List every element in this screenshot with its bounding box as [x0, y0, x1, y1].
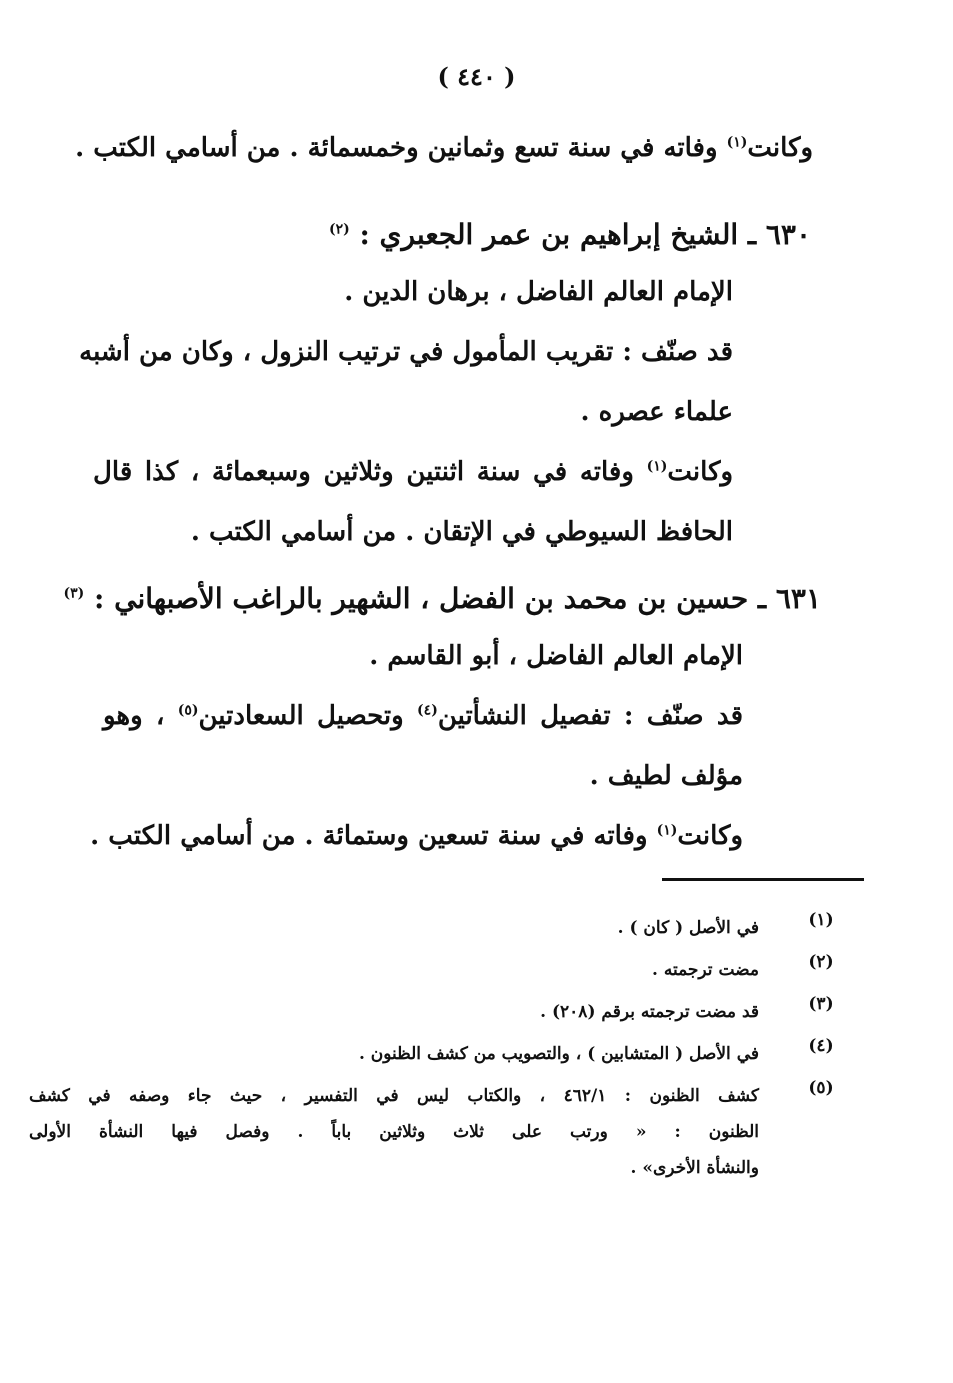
- entry-630-title: ٦٣٠ ـ الشيخ إبراهيم بن عمر الجعبري :: [359, 218, 811, 251]
- footnote-text: مضت ترجمته .: [652, 960, 759, 980]
- footnote-text: في الأصل ( كان ) .: [617, 918, 759, 938]
- entry-630-body: [79, 262, 733, 562]
- entry-630-word-kanat: وكانت: [667, 457, 733, 487]
- footnote-ref[interactable]: (٥): [177, 702, 199, 719]
- footnote-ref[interactable]: (٤): [417, 702, 438, 719]
- entry-631-line-3: مؤلف لطيف .: [589, 761, 743, 791]
- footnote-5-line-1: كشف الظنون : ٤٦٢/١ ، والكتاب ليس في التفسير ، حيث جاء وصفه في كشف: [29, 1086, 759, 1106]
- intro-text-a: وفاته في سنة تسع وثمانين وخمسمائة: [307, 133, 718, 163]
- entry-630-line-1: الإمام العالم الفاضل ، برهان الدين .: [344, 277, 733, 307]
- intro-text-b: . من أسامي الكتب .: [75, 133, 299, 163]
- footnotes: [29, 910, 841, 1186]
- footnote-text: في الأصل ( المتشابين ) ، والتصويب من كشف الظنون .: [358, 1044, 759, 1064]
- footnote-ref[interactable]: (١): [656, 822, 678, 839]
- entry-630-heading: [329, 218, 811, 251]
- footnote-ref[interactable]: (١): [726, 134, 748, 151]
- page-number: ( ٤٤٠ ): [437, 62, 516, 91]
- entry-631-text-b: وتحصيل السعادتين: [198, 701, 404, 731]
- footnote-ref[interactable]: (٣): [63, 585, 85, 602]
- entry-631-line-2: [103, 686, 743, 746]
- intro-word-kanat: وكانت: [747, 133, 813, 163]
- footnote-text: [29, 1078, 759, 1186]
- entry-631-title: ٦٣١ ـ حسين بن محمد بن الفضل ، الشهير بالراغب الأصبهاني :: [94, 582, 821, 615]
- entry-630-line-4: [93, 442, 733, 502]
- footnote-3: [111, 994, 841, 1036]
- footnote-5-line-2: الظنون : « ورتب على ثلاث وثلاثين باباً . وفصل فيها النشأة الأولى: [29, 1122, 759, 1142]
- intro-line-1: [75, 118, 813, 178]
- entry-631-line-4: [90, 806, 743, 866]
- entry-630-line-3: علماء عصره .: [580, 397, 733, 427]
- entry-631-heading: [64, 582, 822, 615]
- entry-631-line-4-text: وفاته في سنة تسعين وستمائة . من أسامي الكتب .: [90, 821, 648, 851]
- entry-631-word-kanat: وكانت: [677, 821, 743, 851]
- footnote-number: (٥): [808, 1078, 834, 1098]
- footnote-5-line-3: والنشأة الأخرى» .: [630, 1158, 759, 1178]
- footnote-number: (٢): [808, 952, 834, 972]
- footnote-ref[interactable]: (٢): [328, 221, 350, 238]
- footnote-1: [111, 910, 841, 952]
- footnote-text: قد مضت ترجمته برقم (٢٠٨) .: [540, 1002, 759, 1022]
- intro-paragraph: [75, 118, 813, 178]
- footnote-number: (٣): [808, 994, 834, 1014]
- footnote-4: [111, 1036, 841, 1078]
- entry-630-line-4-text: وفاته في سنة اثنتين وثلاثين وسبعمائة ، كذا قال: [93, 457, 634, 487]
- footnote-ref[interactable]: (١): [646, 458, 668, 475]
- footnote-separator: [662, 878, 864, 881]
- entry-631-text-a: قد صنّف : تفصيل النشأتين: [437, 701, 743, 731]
- entry-631-text-c: ، وهو: [103, 701, 165, 731]
- footnote-2: [111, 952, 841, 994]
- entry-631-line-1: الإمام العالم الفاضل ، أبو القاسم .: [369, 641, 743, 671]
- footnote-5: [29, 1078, 841, 1186]
- entry-630-line-2: قد صنّف : تقريب المأمول في ترتيب النزول ، وكان من أشبه: [79, 337, 733, 367]
- footnote-number: (١): [808, 910, 834, 930]
- footnote-number: (٤): [808, 1036, 834, 1056]
- entry-630-line-5: الحافظ السيوطي في الإتقان . من أسامي الكتب .: [190, 517, 733, 547]
- entry-631-body: [90, 626, 743, 866]
